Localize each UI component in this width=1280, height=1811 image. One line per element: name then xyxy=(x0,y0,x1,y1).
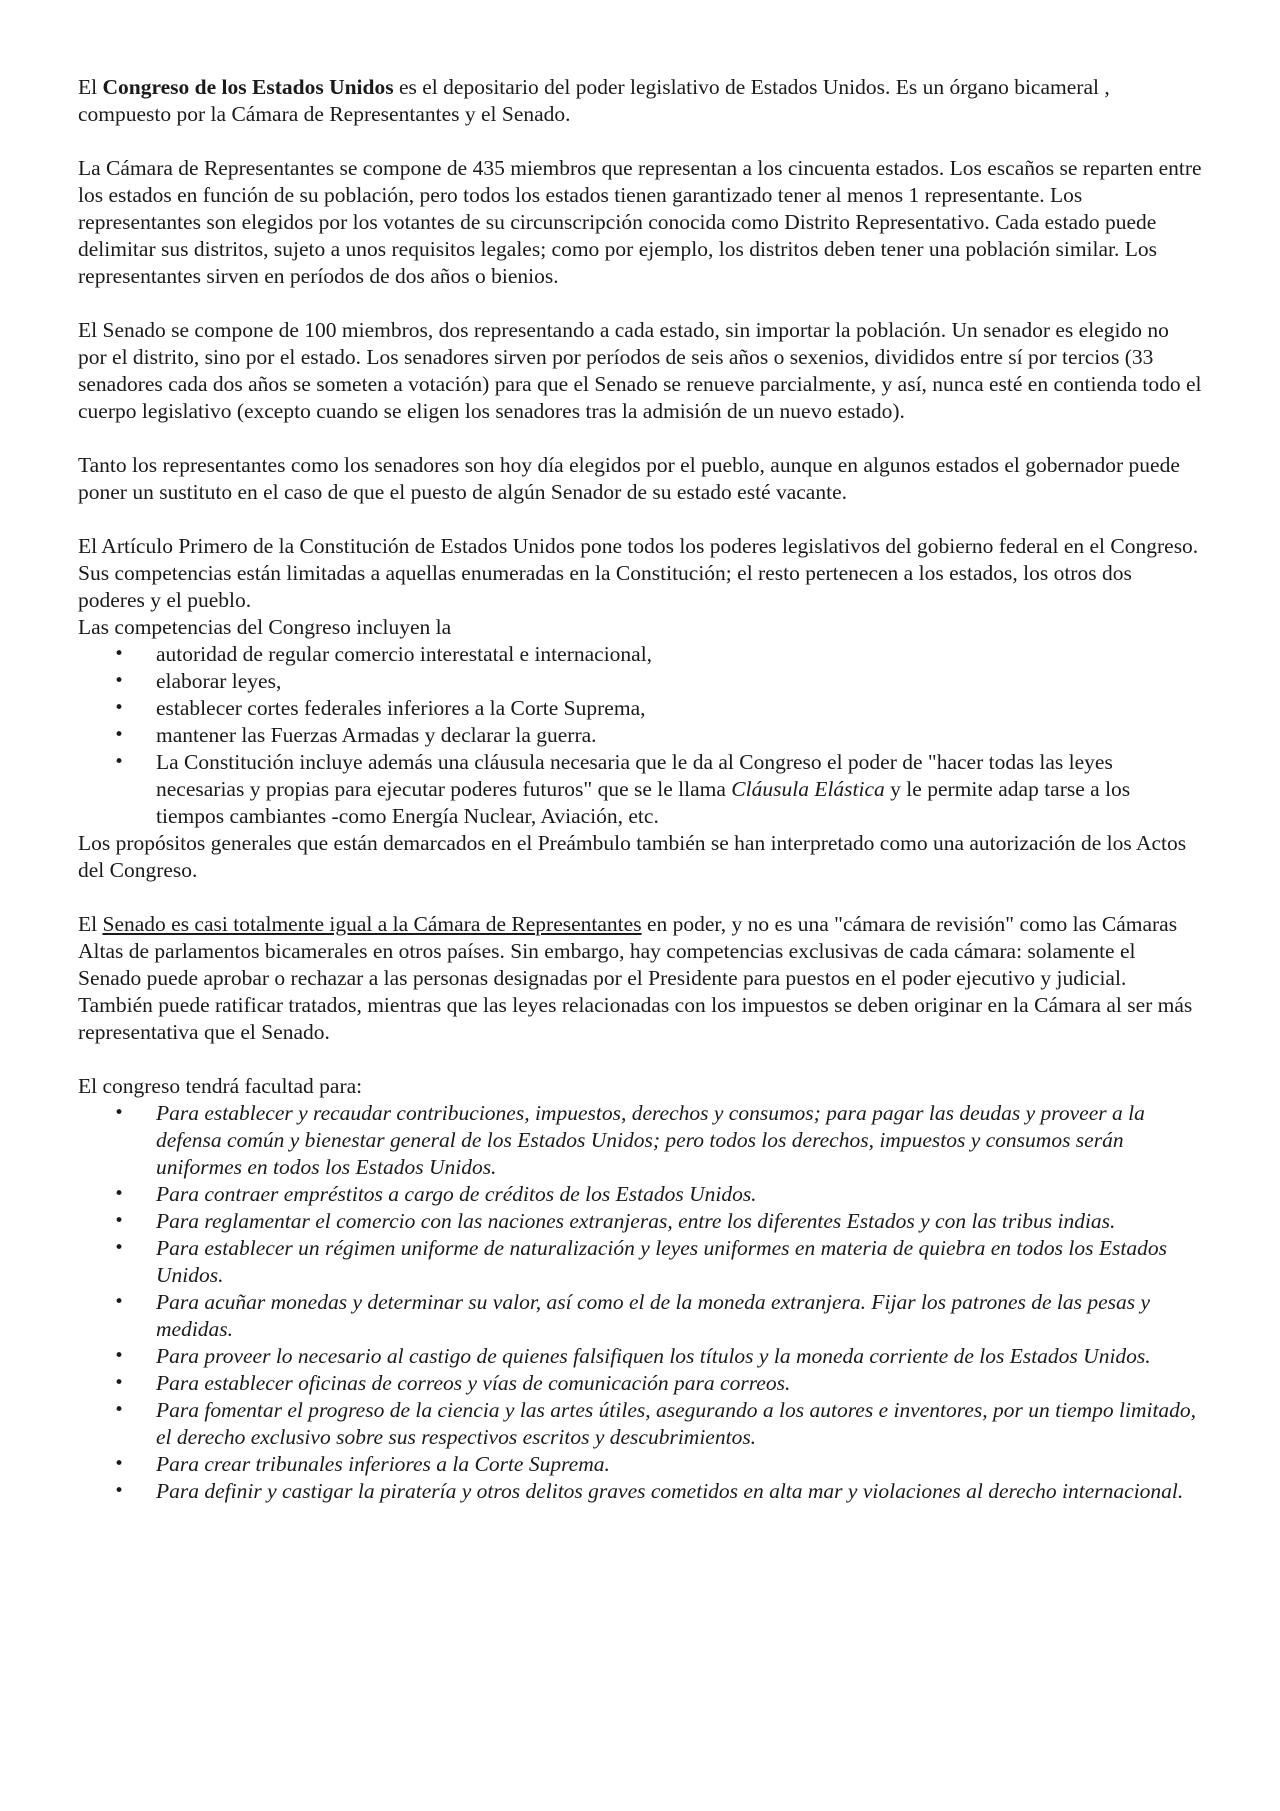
list-item: • Para proveer lo necesario al castigo de quienes falsifiquen los títulos y la moneda corriente de los Estados Unidos. xyxy=(114,1344,1151,1368)
bullet-icon: • xyxy=(114,1346,125,1366)
bullet-icon: • xyxy=(114,1454,125,1474)
list-item: • mantener las Fuerzas Armadas y declarar la guerra. xyxy=(114,723,597,747)
competencies-list xyxy=(78,641,1202,830)
bullet-icon: • xyxy=(114,698,125,718)
bullet-icon: • xyxy=(114,1481,125,1501)
list-item: • Para establecer y recaudar contribuciones, impuestos, derechos y consumos; para pagar las deudas y proveer a la defensa común y bienestar general de los Estados Unidos; pero todos los derechos, impuestos y consumos serán uniformes en todos los Estados Unidos. xyxy=(114,1101,1145,1179)
list-item: • Para reglamentar el comercio con las naciones extranjeras, entre los diferentes Estados y con las tribus indias. xyxy=(114,1209,1116,1233)
elastic-clause-italic: Cláusula Elástica xyxy=(731,777,885,801)
list-item: • elaborar leyes, xyxy=(114,669,282,693)
paragraph-faculties-intro: El congreso tendrá facultad para: xyxy=(78,1074,363,1098)
bullet-icon: • xyxy=(114,1184,125,1204)
list-item-elastic-clause: • La Constitución incluye además una cláusula necesaria que le da al Congreso el poder de "hacer todas las leyes necesarias y propias para ejecutar poderes futuros" que se le llama Cláusula Elástica y le permite adap tarse a los tiempos cambiantes -como Energía Nuclear, Aviación, etc. xyxy=(114,750,1131,828)
list-item: • Para establecer un régimen uniforme de naturalización y leyes uniformes en materia de quiebra en todos los Estados Unidos. xyxy=(114,1236,1167,1287)
bullet-icon: • xyxy=(114,644,125,664)
bullet-icon: • xyxy=(114,671,125,691)
congress-title-bold: Congreso de los Estados Unidos xyxy=(102,75,394,99)
list-item: • Para definir y castigar la piratería y otros delitos graves cometidos en alta mar y violaciones al derecho internacional. xyxy=(114,1479,1184,1503)
list-item: • establecer cortes federales inferiores a la Corte Suprema, xyxy=(114,696,646,720)
bullet-icon: • xyxy=(114,725,125,745)
list-item: • autoridad de regular comercio interestatal e internacional, xyxy=(114,642,653,666)
paragraph-treaties: También puede ratificar tratados, mientras que las leyes relacionadas con los impuestos se deben originar en la Cámara al ser más representativa que el Senado. xyxy=(78,993,1193,1044)
list-item: • Para crear tribunales inferiores a la Corte Suprema. xyxy=(114,1452,610,1476)
bullet-icon: • xyxy=(114,1238,125,1258)
list-item: • Para fomentar el progreso de la ciencia y las artes útiles, asegurando a los autores e inventores, por un tiempo limitado, el derecho exclusivo sobre sus respectivos escritos y descubrimientos. xyxy=(114,1398,1197,1449)
paragraph-house: La Cámara de Representantes se compone de 435 miembros que representan a los cincuenta estados. Los escaños se reparten entre los estados en función de su población, pero todos los estados tienen garantizado tener al menos 1 representante. Los representantes son elegidos por los votantes de su circunscripción conocida como Distrito Representativo. Cada estado puede delimitar sus distritos, sujeto a unos requisitos legales; como por ejemplo, los distritos deben tener una población similar. Los representantes sirven en períodos de dos años o bienios. xyxy=(78,156,1202,288)
list-item: • Para establecer oficinas de correos y vías de comunicación para correos. xyxy=(114,1371,791,1395)
paragraph-senate-equal: El Senado es casi totalmente igual a la Cámara de Representantes en poder, y no es una "cámara de revisión" como las Cámaras Altas de parlamentos bicamerales en otros países. Sin embargo, hay competencias exclusivas de cada cámara: solamente el Senado puede aprobar o rechazar a las personas designadas por el Presidente para puestos en el poder ejecutivo y judicial. xyxy=(78,912,1178,990)
bullet-icon: • xyxy=(114,1292,125,1312)
bullet-icon: • xyxy=(114,1211,125,1231)
bullet-icon: • xyxy=(114,752,125,772)
bullet-icon: • xyxy=(114,1103,125,1123)
paragraph-senate: El Senado se compone de 100 miembros, dos representando a cada estado, sin importar la población. Un senador es elegido no por el distrito, sino por el estado. Los senadores sirven por períodos de seis años o sexenios, divididos entre sí por tercios (33 senadores cada dos años se someten a votación) para que el Senado se renueve parcialmente, y así, nunca esté en contienda todo el cuerpo legislativo (excepto cuando se eligen los senadores tras la admisión de un nuevo estado). xyxy=(78,318,1202,423)
bullet-icon: • xyxy=(114,1373,125,1393)
list-item: • Para contraer empréstitos a cargo de créditos de los Estados Unidos. xyxy=(114,1182,757,1206)
paragraph-intro: El Congreso de los Estados Unidos es el depositario del poder legislativo de Estados Unidos. Es un órgano bicameral , compuesto por la Cámara de Representantes y el Senado. xyxy=(78,75,1110,126)
bullet-icon: • xyxy=(114,1400,125,1420)
paragraph-preamble: Los propósitos generales que están demarcados en el Preámbulo también se han interpretado como una autorización de los Actos del Congreso. xyxy=(78,831,1187,882)
paragraph-competencies-intro: Las competencias del Congreso incluyen la xyxy=(78,615,452,639)
list-item: • Para acuñar monedas y determinar su valor, así como el de la moneda extranjera. Fijar los patrones de las pesas y medidas. xyxy=(114,1290,1151,1341)
faculties-list xyxy=(78,1100,1202,1505)
paragraph-election: Tanto los representantes como los senadores son hoy día elegidos por el pueblo, aunque en algunos estados el gobernador puede poner un sustituto en el caso de que el puesto de algún Senador de su estado esté vacante. xyxy=(78,453,1180,504)
senate-equal-underlined: Senado es casi totalmente igual a la Cámara de Representantes xyxy=(102,912,642,936)
paragraph-article-one: El Artículo Primero de la Constitución de Estados Unidos pone todos los poderes legislativos del gobierno federal en el Congreso. Sus competencias están limitadas a aquellas enumeradas en la Constitución; el resto pertenecen a los estados, los otros dos poderes y el pueblo. xyxy=(78,534,1199,612)
